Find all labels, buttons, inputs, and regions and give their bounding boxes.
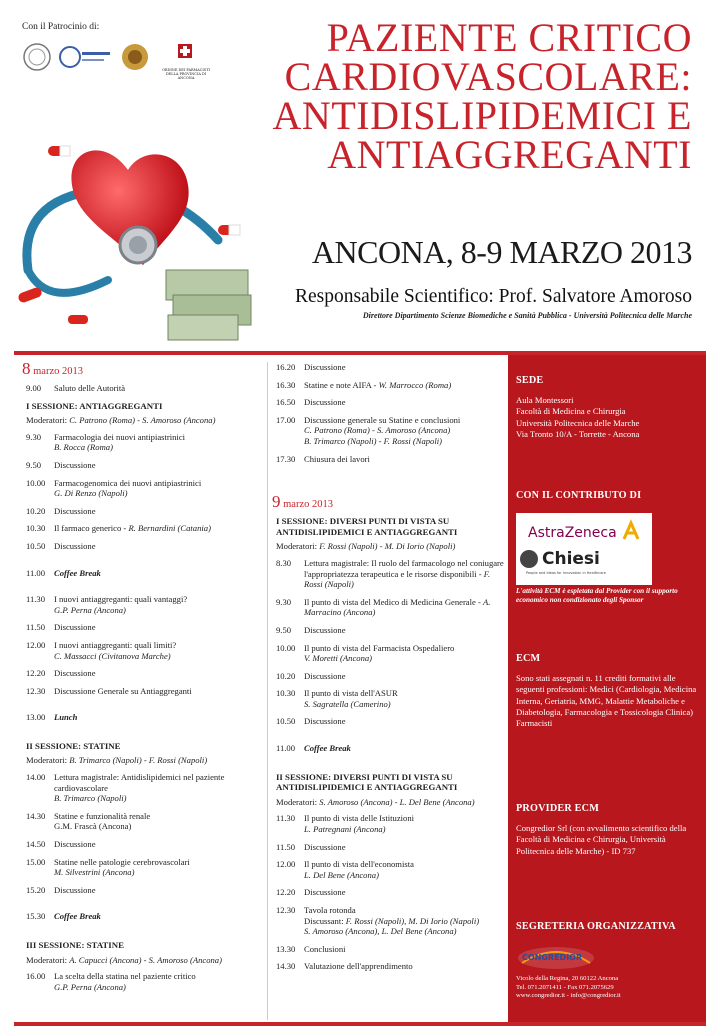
item-body	[304, 380, 508, 391]
item-text: I nuovi antiaggreganti: quali vantaggi?	[54, 594, 188, 605]
item-text: Il punto di vista del Medico di Medicina Generale -	[304, 596, 483, 607]
item-speaker: F. Rossi (Napoli), M. Di Iorio (Napoli)	[345, 915, 480, 926]
session-title: II SESSIONE: STATINE	[26, 740, 121, 751]
item-text: Lunch	[54, 712, 78, 723]
item-text: Discussione generale su Statine e conclusioni	[304, 414, 461, 425]
program-item	[276, 905, 508, 937]
column-divider	[267, 362, 268, 1020]
program-item	[276, 944, 508, 955]
item-text: La scelta della statina nel paziente critico	[54, 971, 196, 982]
item-text: Discussione	[304, 362, 346, 372]
program-item	[276, 688, 508, 709]
item-text: Discussione	[304, 716, 346, 727]
item-text: Discussione Generale su Antiaggreganti	[54, 685, 192, 696]
venue-line: Università Politecnica delle Marche	[516, 417, 640, 428]
item-text: Saluto delle Autorità	[54, 383, 126, 393]
contact-line: Vicolo della Regina, 20 60122 Ancona	[516, 975, 619, 982]
item-body	[54, 686, 262, 697]
session-title: III SESSIONE: STATINE	[26, 940, 124, 950]
title-line: PAZIENTE CRITICO	[326, 15, 692, 60]
item-body	[304, 842, 508, 853]
title-line: ANTIDISLIPIDEMICI E	[272, 93, 692, 138]
day-number: 8	[22, 359, 31, 378]
item-time: 10.00	[26, 477, 46, 488]
item-time: 9.30	[276, 596, 292, 607]
item-time: 17.30	[276, 453, 296, 464]
item-text: Il punto di vista dell'economista	[304, 859, 414, 870]
program-item	[276, 625, 508, 636]
item-time: 9.30	[26, 431, 42, 442]
item-speaker: C. Patrono (Roma) - S. Amoroso (Ancona)	[304, 425, 451, 436]
item-speaker: L. Del Bene (Ancona)	[304, 869, 379, 880]
provider-text: Congredior Srl (con avvalimento scientifico della Facoltà di Medicina e Chirurgia, Università Politecnica delle Marche) - ID 737	[516, 823, 687, 856]
item-text: Coffee Break	[304, 743, 351, 754]
program-item	[276, 643, 508, 664]
program-item	[276, 415, 508, 447]
session-title: I SESSIONE: DIVERSI PUNTI DI VISTA SU ANTIDISLIPIDEMICI E ANTIAGGREGANTI	[276, 516, 458, 537]
session-items	[22, 971, 262, 992]
item-time: 10.30	[26, 523, 46, 534]
moderators	[26, 755, 262, 766]
contact-line: Tel. 071.2071411 - Fax 071.2075629	[516, 983, 614, 991]
session-items	[272, 362, 508, 464]
item-time: 13.30	[276, 943, 296, 954]
item-body	[304, 362, 508, 373]
item-time: 10.30	[276, 688, 296, 699]
university-seal-logo	[22, 42, 52, 72]
program-item	[276, 362, 508, 373]
item-speaker: S. Sagratella (Camerino)	[304, 698, 391, 709]
item-time: 13.00	[26, 712, 46, 723]
chiesi-tagline: People and Ideas for Innovation in Healthcare	[526, 571, 606, 575]
item-speaker: L. Patregnani (Ancona)	[304, 824, 386, 835]
item-time: 9.00	[26, 383, 42, 393]
item-speaker: W. Marrocco (Roma)	[378, 379, 452, 390]
item-time: 11.50	[276, 841, 296, 852]
astrazeneca-symbol-icon	[620, 519, 642, 543]
program-item	[26, 640, 262, 661]
item-time: 15.00	[26, 856, 46, 867]
program-item	[26, 594, 262, 615]
moderators-names: C. Patrono (Roma) - S. Amoroso (Ancona)	[69, 415, 216, 426]
program-item	[276, 558, 508, 590]
provider-heading: PROVIDER ECM	[516, 803, 600, 814]
scientific-responsible: Responsabile Scientifico: Prof. Salvatore Amoroso	[295, 286, 692, 307]
item-time: 14.00	[26, 772, 46, 783]
item-body	[304, 905, 508, 937]
congredior-logo	[516, 945, 596, 971]
program-item	[26, 478, 262, 499]
program-item	[26, 885, 262, 896]
item-body	[54, 622, 262, 633]
item-speaker: F. Rossi (Napoli)	[304, 568, 491, 590]
program-item	[276, 380, 508, 391]
coffee-break	[276, 743, 508, 754]
item-text: Discussione	[54, 884, 96, 895]
program-item	[26, 772, 262, 804]
title-line: CARDIOVASCOLARE:	[284, 54, 692, 99]
footer-bar	[14, 1022, 706, 1026]
venue-heading: SEDE	[516, 375, 544, 386]
moderators-label: Moderatori:	[26, 755, 70, 766]
coffee-break	[26, 911, 262, 922]
program-item	[276, 454, 508, 465]
moderators	[26, 415, 262, 426]
item-text: Discussione	[304, 670, 346, 681]
item-text: Farmacologia dei nuovi antipiastrinici	[54, 431, 186, 442]
item-body	[304, 558, 508, 590]
item-text: Il farmaco generico -	[54, 523, 129, 534]
program-item	[26, 506, 262, 517]
item-body	[304, 944, 508, 955]
session-items	[272, 813, 508, 972]
item-text: Il punto di vista del Farmacista Ospedaliero	[304, 642, 455, 653]
program-item	[276, 716, 508, 727]
item-body	[54, 506, 262, 517]
moderators-names: A. Capucci (Ancona) - S. Amoroso (Ancona)	[69, 954, 222, 965]
contact-line: www.congredior.it - info@congredior.it	[516, 992, 621, 1000]
item-time: 15.20	[26, 884, 46, 895]
item-text: I nuovi antiaggreganti: quali limiti?	[54, 639, 177, 650]
item-time: 16.50	[276, 397, 296, 408]
item-body	[304, 716, 508, 727]
item-time: 12.00	[276, 859, 296, 870]
item-text: Il punto di vista delle Istituzioni	[304, 813, 415, 824]
day1-program	[22, 359, 262, 999]
session-items	[22, 772, 262, 895]
item-body	[304, 454, 508, 465]
item-text: Discussione	[54, 622, 96, 633]
item-text: Valutazione dell'apprendimento	[304, 961, 413, 972]
coat-of-arms-logo	[120, 42, 150, 72]
place-date: ANCONA, 8-9 MARZO 2013	[311, 234, 692, 270]
program-item	[26, 622, 262, 633]
item-time: 11.00	[26, 567, 46, 578]
university-logo	[58, 42, 114, 72]
secretariat-contacts	[516, 975, 702, 1001]
day1-heading	[22, 359, 262, 379]
day-month: marzo 2013	[30, 366, 83, 377]
item-text: Discussione	[304, 841, 346, 852]
venue-line: Aula Montessori	[516, 395, 574, 405]
venue-line: Via Tronto 10/A - Torrette - Ancona	[516, 428, 640, 439]
moderators-label: Moderatori:	[276, 541, 320, 552]
program-item	[26, 839, 262, 850]
moderators-label: Moderatori:	[26, 954, 70, 965]
day2-heading	[272, 492, 508, 512]
session-items	[22, 432, 262, 552]
sponsor-logos	[516, 513, 652, 585]
item-body	[304, 887, 508, 898]
item-time: 16.20	[276, 362, 296, 372]
program-item	[26, 523, 262, 534]
item-text: Discussione	[304, 624, 346, 635]
item-speaker: G.P. Perna (Ancona)	[54, 981, 126, 992]
info-sidebar	[508, 355, 706, 1022]
program-item	[26, 432, 262, 453]
item-time: 14.30	[276, 961, 296, 972]
item-body	[304, 597, 508, 618]
sponsor-heading: CON IL CONTRIBUTO DI	[516, 490, 642, 501]
item-speaker: B. Trimarco (Napoli) - F. Rossi (Napoli)	[304, 435, 442, 446]
item-body	[54, 640, 262, 661]
item-text: Lettura magistrale: Il ruolo del farmacologo nel coniugare l'appropriatezza terapeutica e le risorse disponibili -	[304, 557, 504, 579]
congredior-logo-text: CONGREDIOR	[522, 953, 583, 962]
session-title: II SESSIONE: DIVERSI PUNTI DI VISTA SU ANTIDISLIPIDEMICI E ANTIAGGREGANTI	[276, 771, 458, 793]
patronage-label: Con il Patrocinio di:	[22, 22, 100, 32]
item-speaker: G.P. Perna (Ancona)	[54, 604, 126, 615]
item-body	[54, 460, 262, 471]
coffee-break	[26, 568, 262, 579]
item-text: Discussione	[304, 397, 346, 408]
item-body	[54, 668, 262, 679]
item-time: 12.30	[276, 905, 296, 915]
program-item	[26, 971, 262, 992]
item-body	[54, 523, 262, 534]
item-text: Chiusura dei lavori	[304, 453, 370, 464]
item-body	[304, 625, 508, 636]
item-time: 11.50	[26, 622, 46, 633]
item-speaker: S. Amoroso (Ancona), L. Del Bene (Ancona)	[304, 926, 457, 937]
item-body	[54, 857, 262, 878]
item-speaker: V. Moretti (Ancona)	[304, 653, 373, 664]
chiesi-symbol-icon	[520, 550, 538, 568]
venue-line: Facoltà di Medicina e Chirurgia	[516, 406, 626, 417]
item-body	[304, 671, 508, 682]
item-time: 12.20	[276, 887, 296, 898]
program-item	[26, 383, 262, 394]
item-time: 10.20	[276, 670, 296, 681]
venue-address	[516, 395, 702, 440]
ecm-text: Sono stati assegnati n. 11 crediti formativi alle seguenti professioni: Medici (Cardiologia, Medicina Interna, Geriatria, MMG, Malattie Metaboliche e Diabetologia, Farmacologia e Tossicologia Clinica) Farmacisti	[516, 673, 697, 729]
moderators-label: Moderatori:	[26, 415, 70, 426]
item-speaker: B. Trimarco (Napoli)	[54, 793, 127, 804]
item-body	[304, 397, 508, 408]
item-time: 10.50	[26, 540, 46, 551]
item-speaker: G. Di Renzo (Napoli)	[54, 488, 128, 499]
heart-stethoscope-illustration	[8, 130, 258, 345]
item-time: 16.30	[276, 379, 296, 390]
program-item	[26, 811, 262, 832]
program-item	[276, 671, 508, 682]
program-item	[276, 961, 508, 972]
pharmacists-order-caption: ORDINE DEI FARMACISTI DELLA PROVINCIA DI ANCONA	[162, 68, 210, 80]
day-number: 9	[272, 492, 281, 512]
program-item	[276, 887, 508, 898]
item-body	[54, 541, 262, 552]
item-text: Conclusioni	[304, 943, 346, 954]
item-body	[54, 594, 262, 615]
program-item	[276, 813, 508, 834]
astrazeneca-logo: AstraZeneca	[528, 525, 617, 541]
item-body	[54, 772, 262, 804]
item-body	[54, 839, 262, 850]
item-body	[304, 813, 508, 834]
item-body	[54, 811, 262, 832]
item-speaker: A. Marracino (Ancona)	[304, 596, 491, 618]
item-time: 10.00	[276, 642, 296, 653]
item-text: Coffee Break	[54, 911, 101, 922]
item-body	[54, 478, 262, 499]
item-time: 17.00	[276, 414, 296, 425]
moderators-label: Moderatori:	[276, 796, 320, 807]
director-affiliation: Direttore Dipartimento Scienze Biomediche e Sanità Pubblica - Università Politecnica delle Marche	[362, 311, 692, 320]
sponsor-note: L'attività ECM è espletata dal Provider con il supporto economico non condizionato degli Sponsor	[516, 587, 678, 604]
item-body	[304, 961, 508, 972]
chiesi-logo: Chiesi	[542, 549, 600, 569]
title-line: ANTIAGGREGANTI	[327, 132, 692, 177]
program-item	[26, 668, 262, 679]
item-time: 12.30	[26, 685, 46, 696]
item-body	[304, 643, 508, 664]
item-time: 9.50	[26, 459, 42, 470]
item-time: 11.00	[276, 743, 296, 754]
item-speaker: M. Silvestrini (Ancona)	[54, 867, 135, 878]
day2-program	[272, 362, 508, 979]
item-speaker: B. Rocca (Roma)	[54, 442, 113, 453]
speaker-prefix: Discussant:	[304, 915, 346, 926]
item-text: Farmacogenomica dei nuovi antipiastrinici	[54, 477, 202, 488]
program-item	[26, 686, 262, 697]
program-item	[276, 597, 508, 618]
item-time: 15.30	[26, 911, 46, 922]
item-time: 16.00	[26, 971, 46, 982]
item-time: 11.30	[26, 594, 46, 605]
item-text: Il punto di vista dell'ASUR	[304, 688, 398, 699]
item-text: Discussione	[54, 668, 96, 679]
moderators-names: B. Trimarco (Napoli) - F. Rossi (Napoli)	[69, 755, 208, 766]
item-body	[54, 885, 262, 896]
item-text: Discussione	[54, 839, 96, 850]
item-text: Statine e funzionalità renale	[54, 810, 151, 821]
item-speaker: R. Bernardini (Catania)	[128, 523, 211, 534]
item-time: 10.20	[26, 505, 46, 516]
program-item	[26, 460, 262, 471]
item-text: Lettura magistrale: Antidislipidemici nel paziente cardiovascolare	[54, 772, 225, 793]
session-items	[272, 558, 508, 727]
program-item	[26, 541, 262, 552]
item-time: 14.50	[26, 839, 46, 850]
item-speaker: G.M. Frascà (Ancona)	[54, 821, 132, 832]
session-title: I SESSIONE: ANTIAGGREGANTI	[26, 400, 163, 411]
item-body	[304, 859, 508, 880]
item-time: 9.50	[276, 624, 292, 635]
item-text: Coffee Break	[54, 567, 101, 578]
lunch-break	[26, 712, 262, 723]
program-item	[276, 859, 508, 880]
item-text: Statine nelle patologie cerebrovascolari	[54, 856, 190, 867]
program-item	[26, 857, 262, 878]
item-time: 11.30	[276, 813, 296, 824]
moderators-names: S. Amoroso (Ancona) - L. Del Bene (Ancona)	[319, 796, 475, 807]
item-text: Discussione	[54, 459, 96, 470]
item-body	[54, 432, 262, 453]
item-time: 14.30	[26, 810, 46, 821]
moderators	[276, 541, 508, 552]
session-items	[22, 594, 262, 696]
item-text: Discussione	[54, 505, 96, 516]
item-body	[304, 415, 508, 447]
item-body	[54, 971, 262, 992]
item-text: Tavola rotonda	[304, 905, 356, 915]
moderators	[276, 797, 508, 808]
item-time: 10.50	[276, 716, 296, 727]
item-time: 12.20	[26, 668, 46, 679]
day-month: marzo 2013	[280, 499, 333, 511]
secretariat-heading: SEGRETERIA ORGANIZZATIVA	[516, 921, 676, 932]
item-text: Discussione	[54, 540, 96, 551]
item-time: 8.30	[276, 557, 292, 568]
ecm-heading: ECM	[516, 653, 541, 664]
program-item	[276, 397, 508, 408]
moderators	[26, 955, 262, 966]
item-body	[304, 688, 508, 709]
item-text: Statine e note AIFA -	[304, 379, 379, 390]
event-title	[200, 15, 692, 177]
item-speaker: C. Massacci (Civitanova Marche)	[54, 650, 171, 661]
item-time: 12.00	[26, 639, 46, 650]
item-text: Discussione	[304, 887, 346, 898]
moderators-names: F. Rossi (Napoli) - M. Di Iorio (Napoli)	[319, 541, 456, 552]
program-item	[276, 842, 508, 853]
